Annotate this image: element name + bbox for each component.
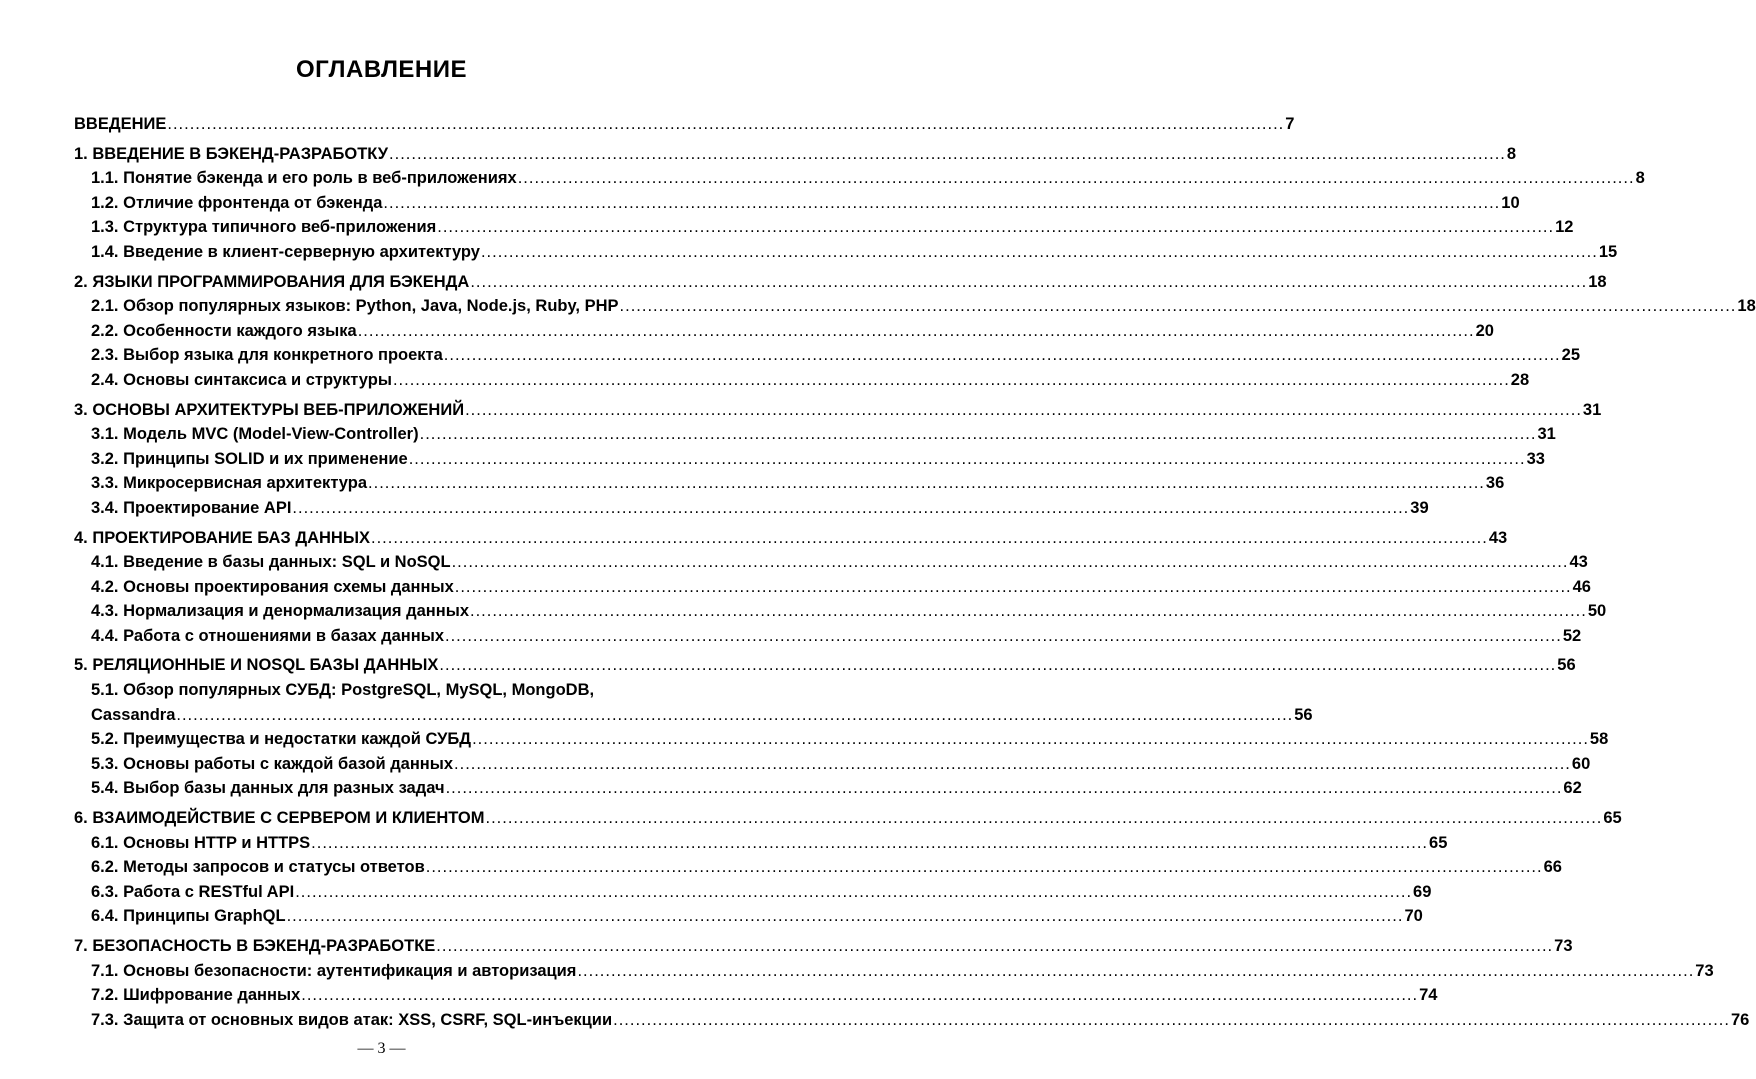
leader-dots: [311, 831, 1428, 856]
leader-dots: [444, 343, 1561, 368]
toc-chapter-page: 18: [1588, 272, 1607, 291]
toc-section-1-1[interactable]: [74, 166, 1645, 191]
toc-section-4-2[interactable]: [74, 575, 1591, 600]
toc-chapter-label: 1. ВВЕДЕНИЕ В БЭКЕНД-РАЗРАБОТКУ: [74, 144, 389, 163]
toc-chapter-page: 65: [1603, 809, 1622, 828]
toc-section-label: 4.4. Работа с отношениями в базах данных: [91, 626, 444, 645]
toc-section-page: 74: [1419, 986, 1438, 1005]
leader-dots: [358, 319, 1475, 344]
toc-section-page: 33: [1526, 449, 1545, 468]
toc-chapter-page: 56: [1557, 656, 1576, 675]
toc-section-4-3[interactable]: [74, 599, 1607, 624]
toc-section-label: 5.4. Выбор базы данных для разных задач: [91, 779, 445, 798]
toc-section-page: 15: [1598, 242, 1618, 261]
toc-section-3-4[interactable]: [74, 496, 1429, 521]
leader-dots: [577, 959, 1694, 984]
toc-section-2-4[interactable]: [74, 368, 1530, 393]
toc-section-1-3[interactable]: [74, 215, 1574, 240]
leader-dots: [486, 806, 1603, 831]
leader-dots: [472, 727, 1589, 752]
toc-section-page: 43: [1569, 553, 1588, 572]
toc-section-1-4[interactable]: [74, 240, 1618, 265]
toc-chapter-label: 3. ОСНОВЫ АРХИТЕКТУРЫ ВЕБ-ПРИЛОЖЕНИЙ: [74, 400, 465, 419]
leader-dots: [371, 526, 1488, 551]
leader-dots: [426, 855, 1543, 880]
toc-chapter-5[interactable]: [74, 653, 1576, 678]
toc-section-label: 5.2. Преимущества и недостатки каждой СУБД: [91, 730, 472, 749]
toc-section-label: 4.1. Введение в базы данных: SQL и NoSQL: [91, 553, 451, 572]
toc-chapter-7[interactable]: [74, 934, 1573, 959]
toc-chapter-6[interactable]: [74, 806, 1622, 831]
toc-section-4-1[interactable]: [74, 550, 1588, 575]
leader-dots: [446, 776, 1563, 801]
leader-dots: [436, 934, 1553, 959]
toc-chapter-label: 5. РЕЛЯЦИОННЫЕ И NOSQL БАЗЫ ДАННЫХ: [74, 656, 439, 675]
toc-section-label: 7.3. Защита от основных видов атак: XSS, CSRF, SQL-инъекции: [91, 1010, 613, 1029]
leader-dots: [470, 599, 1587, 624]
toc-section-page: 70: [1404, 907, 1423, 926]
leader-dots: [295, 880, 1412, 905]
leader-dots: [439, 653, 1556, 678]
toc-section-5-4[interactable]: [74, 776, 1582, 801]
toc-section-5-3[interactable]: [74, 752, 1591, 777]
toc-section-2-3[interactable]: [74, 343, 1581, 368]
toc-chapter-1[interactable]: [74, 142, 1517, 167]
leader-dots: [470, 270, 1587, 295]
toc-section-page: 52: [1562, 626, 1582, 645]
toc-section-7-3[interactable]: [74, 1008, 1750, 1033]
leader-dots: [383, 191, 1500, 216]
toc-section-label: 1.3. Структура типичного веб-приложения: [91, 218, 437, 237]
leader-dots: [481, 240, 1598, 265]
toc-section-label: 3.2. Принципы SOLID и их применение: [91, 449, 408, 468]
toc-entry-intro[interactable]: [74, 112, 1295, 137]
toc-section-label: 6.2. Методы запросов и статусы ответов: [91, 858, 425, 877]
toc-chapter-2[interactable]: [74, 270, 1607, 295]
toc-section-label: 5.3. Основы работы с каждой базой данных: [91, 754, 454, 773]
toc-section-page: 62: [1563, 779, 1582, 798]
toc-section-4-4[interactable]: [74, 624, 1582, 649]
leader-dots: [465, 398, 1582, 423]
toc-section-page: 31: [1537, 425, 1556, 444]
toc-section-5-2[interactable]: [74, 727, 1609, 752]
table-of-contents: [74, 112, 1756, 1032]
toc-section-label: 6.4. Принципы GraphQL: [91, 907, 286, 926]
toc-section-page: 60: [1571, 754, 1591, 773]
toc-section-7-1[interactable]: [74, 959, 1714, 984]
toc-section-page: 10: [1501, 193, 1520, 212]
toc-section-2-2[interactable]: [74, 319, 1494, 344]
toc-section-label: 2.2. Особенности каждого языка: [91, 321, 357, 340]
toc-chapter-label: 4. ПРОЕКТИРОВАНИЕ БАЗ ДАННЫХ: [74, 528, 370, 547]
toc-section-label: 5.1. Обзор популярных СУБД: PostgreSQL, MySQL, MongoDB,: [91, 681, 595, 700]
toc-chapter-4[interactable]: [74, 526, 1508, 551]
toc-section-page: 65: [1429, 833, 1448, 852]
leader-dots: [176, 703, 1293, 728]
leader-dots: [393, 368, 1510, 393]
toc-section-label: 2.1. Обзор популярных языков: Python, Java, Node.js, Ruby, PHP: [91, 297, 619, 316]
toc-section-label: 2.3. Выбор языка для конкретного проекта: [91, 346, 443, 365]
toc-section-label: 6.3. Работа с RESTful API: [91, 882, 295, 901]
toc-section-2-1[interactable]: [74, 294, 1756, 319]
toc-chapter-page: 73: [1554, 937, 1573, 955]
toc-section-label: 1.4. Введение в клиент-серверную архитектуру: [91, 242, 480, 261]
leader-dots: [518, 166, 1635, 191]
toc-section-label: 1.1. Понятие бэкенда и его роль в веб-приложениях: [91, 169, 517, 188]
toc-section-6-4[interactable]: [74, 904, 1423, 929]
toc-section-page: 69: [1413, 882, 1432, 901]
toc-chapter-label: 7. БЕЗОПАСНОСТЬ В БЭКЕНД-РАЗРАБОТКЕ: [74, 937, 436, 955]
toc-entry-page: 7: [1285, 115, 1295, 133]
toc-section-page: 66: [1543, 858, 1562, 877]
toc-section-page: 20: [1475, 321, 1494, 340]
toc-section-page: 12: [1555, 218, 1574, 237]
leader-dots: [613, 1008, 1730, 1033]
toc-section-page: 46: [1572, 577, 1591, 596]
leader-dots: [454, 752, 1571, 777]
toc-section-page: 25: [1561, 346, 1581, 365]
toc-section-7-2[interactable]: [74, 983, 1438, 1008]
toc-section-page: 58: [1589, 730, 1609, 749]
toc-section-label: 4.2. Основы проектирования схемы данных: [91, 577, 454, 596]
toc-section-label-continued: Cassandra: [91, 705, 176, 724]
toc-section-label: 3.4. Проектирование API: [91, 498, 292, 517]
leader-dots: [409, 447, 1526, 472]
toc-chapter-label: 6. ВЗАИМОДЕЙСТВИЕ С СЕРВЕРОМ И КЛИЕНТОМ: [74, 809, 485, 828]
toc-section-1-2[interactable]: [74, 191, 1520, 216]
toc-section-label: 4.3. Нормализация и денормализация данных: [91, 602, 469, 621]
leader-dots: [389, 142, 1506, 167]
toc-section-3-2[interactable]: [74, 447, 1545, 472]
toc-section-page: 73: [1695, 961, 1714, 980]
toc-chapter-3[interactable]: [74, 398, 1602, 423]
leader-dots: [452, 550, 1569, 575]
toc-section-page: 8: [1635, 169, 1645, 188]
leader-dots: [167, 112, 1284, 137]
toc-section-label: 6.1. Основы HTTP и HTTPS: [91, 833, 311, 852]
toc-section-page: 50: [1587, 602, 1607, 621]
page-title: ОГЛАВЛЕНИЕ: [295, 56, 468, 83]
toc-entry-label: ВВЕДЕНИЕ: [74, 115, 167, 133]
toc-section-page: 36: [1485, 474, 1505, 493]
toc-section-3-3[interactable]: [74, 471, 1505, 496]
toc-chapter-page: 31: [1582, 400, 1602, 419]
leader-dots: [445, 624, 1562, 649]
toc-section-page: 28: [1510, 370, 1530, 389]
toc-section-label: 3.1. Модель MVC (Model-View-Controller): [91, 425, 419, 444]
leader-dots: [620, 294, 1737, 319]
leader-dots: [437, 215, 1554, 240]
toc-section-6-1[interactable]: [74, 831, 1448, 856]
toc-section-label: 3.3. Микросервисная архитектура: [91, 474, 368, 493]
leader-dots: [368, 471, 1485, 496]
toc-section-3-1[interactable]: [74, 422, 1556, 447]
toc-section-page: 39: [1410, 498, 1429, 517]
toc-section-label: 7.2. Шифрование данных: [91, 986, 301, 1005]
toc-section-page: 56: [1294, 705, 1313, 724]
toc-section-label: 7.1. Основы безопасности: аутентификация и авторизация: [91, 961, 577, 980]
leader-dots: [301, 983, 1418, 1008]
leader-dots: [420, 422, 1537, 447]
toc-section-label: 1.2. Отличие фронтенда от бэкенда: [91, 193, 383, 212]
leader-dots: [287, 904, 1404, 929]
toc-section-5-1[interactable]: [74, 678, 1313, 727]
leader-dots: [455, 575, 1572, 600]
toc-chapter-page: 43: [1488, 528, 1508, 547]
toc-chapter-page: 8: [1506, 144, 1517, 163]
toc-section-label: 2.4. Основы синтаксиса и структуры: [91, 370, 392, 389]
toc-chapter-label: 2. ЯЗЫКИ ПРОГРАММИРОВАНИЯ ДЛЯ БЭКЕНДА: [74, 272, 470, 291]
leader-dots: [292, 496, 1409, 521]
page-number: — 3 —: [357, 1040, 406, 1057]
toc-section-6-2[interactable]: [74, 855, 1562, 880]
toc-section-page: 76: [1730, 1010, 1750, 1029]
toc-section-page: 18: [1737, 297, 1756, 316]
toc-section-6-3[interactable]: [74, 880, 1432, 905]
